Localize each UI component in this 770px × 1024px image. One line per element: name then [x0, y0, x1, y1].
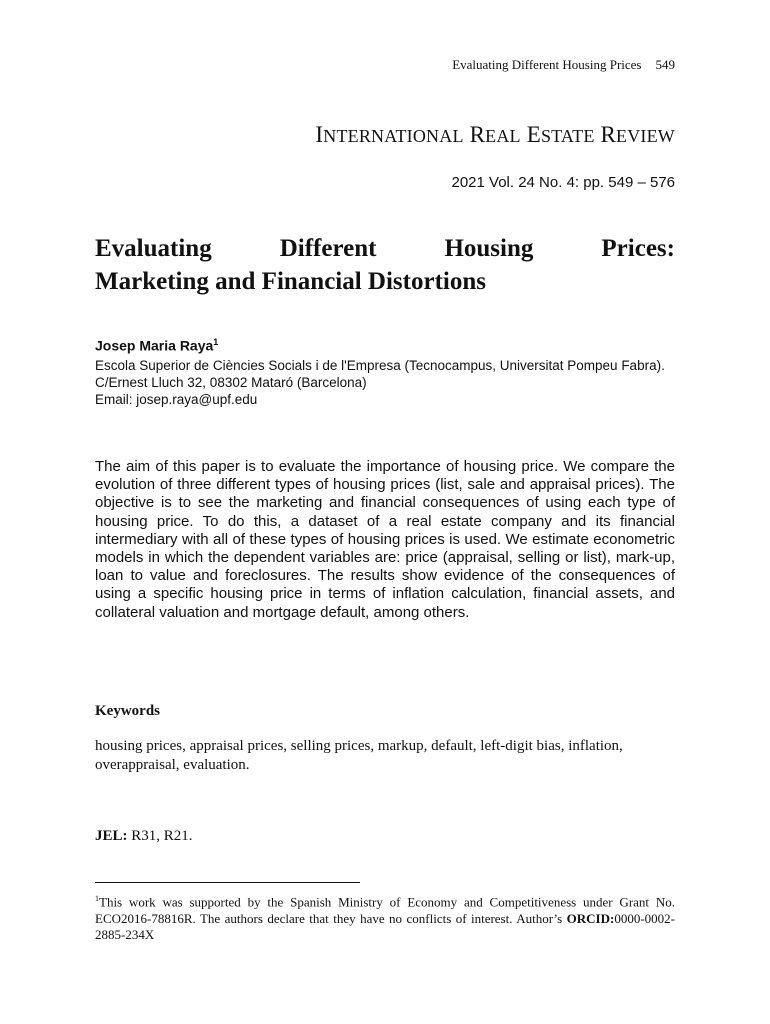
journal-word-4-rest: EVIEW	[616, 126, 675, 146]
orcid-label: ORCID:	[566, 910, 615, 926]
jel-label: JEL:	[95, 828, 128, 844]
journal-word-2-rest: EAL	[485, 126, 521, 146]
title-line-2: Marketing and Financial Distortions	[95, 268, 486, 295]
footnote-divider	[95, 882, 360, 883]
title-line-1	[95, 232, 675, 265]
author-affiliation: Escola Superior de Ciències Socials i de l'Empresa (Tecnocampus, Universitat Pompeu Fabra). C/Ernest Lluch 32, 08302 Mataró (Barcelona)	[95, 357, 665, 390]
keywords-heading: Keywords	[95, 703, 160, 719]
keywords-text: housing prices, appraisal prices, selling prices, markup, default, left-digit bias, inflation, overappraisal, evaluation.	[95, 738, 623, 773]
journal-word-4-initial: R	[600, 122, 617, 147]
issue-info: 2021 Vol. 24 No. 4: pp. 549 – 576	[451, 174, 675, 191]
jel-codes	[95, 828, 193, 845]
journal-word-2-initial: R	[469, 122, 486, 147]
running-head-title: Evaluating Different Housing Prices	[452, 57, 642, 72]
title-word: Different	[279, 235, 377, 262]
abstract: The aim of this paper is to evaluate the importance of housing price. We compare the evolution of three different types of housing prices (list, sale and appraisal prices). The objective is to see the marketing and financial consequences of using each type of housing price. To do this, a dataset of a real estate company and its financial intermediary with all of these types of housing prices is used. We estimate econometric models in which the dependent variables are: price (appraisal, selling or list), mark-up, loan to value and foreclosures. The results show evidence of the consequences of using a specific housing price in terms of inflation calculation, financial assets, and collateral valuation and mortgage default, among others.	[95, 458, 675, 621]
footnote-mark: 1	[95, 894, 99, 903]
author-name-text: Josep Maria Raya	[95, 337, 214, 354]
author-name	[95, 334, 675, 355]
orcid-value: 0000-0002-2885-234X	[95, 910, 675, 943]
running-head	[452, 57, 675, 73]
page-number: 549	[655, 57, 675, 72]
paper-title	[95, 232, 675, 298]
title-word: Evaluating	[95, 235, 212, 262]
footnote-text: This work was supported by the Spanish Ministry of Economy and Competitiveness under Grant No. ECO2016-78816R. The authors declare that they have no conflicts of interest. Author’s	[95, 894, 675, 926]
title-word: Housing	[444, 235, 534, 262]
author-footnote-mark: 1	[213, 337, 219, 347]
jel-values: R31, R21.	[131, 828, 193, 844]
author-block	[95, 334, 675, 408]
journal-word-3-rest: STATE	[540, 126, 595, 146]
author-email: Email: josep.raya@upf.edu	[95, 391, 258, 407]
journal-word-1-initial: I	[315, 122, 324, 147]
journal-name	[315, 122, 675, 148]
footnote	[95, 891, 675, 944]
title-word: Prices:	[601, 235, 675, 262]
journal-word-3-initial: E	[526, 122, 541, 147]
journal-word-1-rest: NTERNATIONAL	[323, 126, 464, 146]
